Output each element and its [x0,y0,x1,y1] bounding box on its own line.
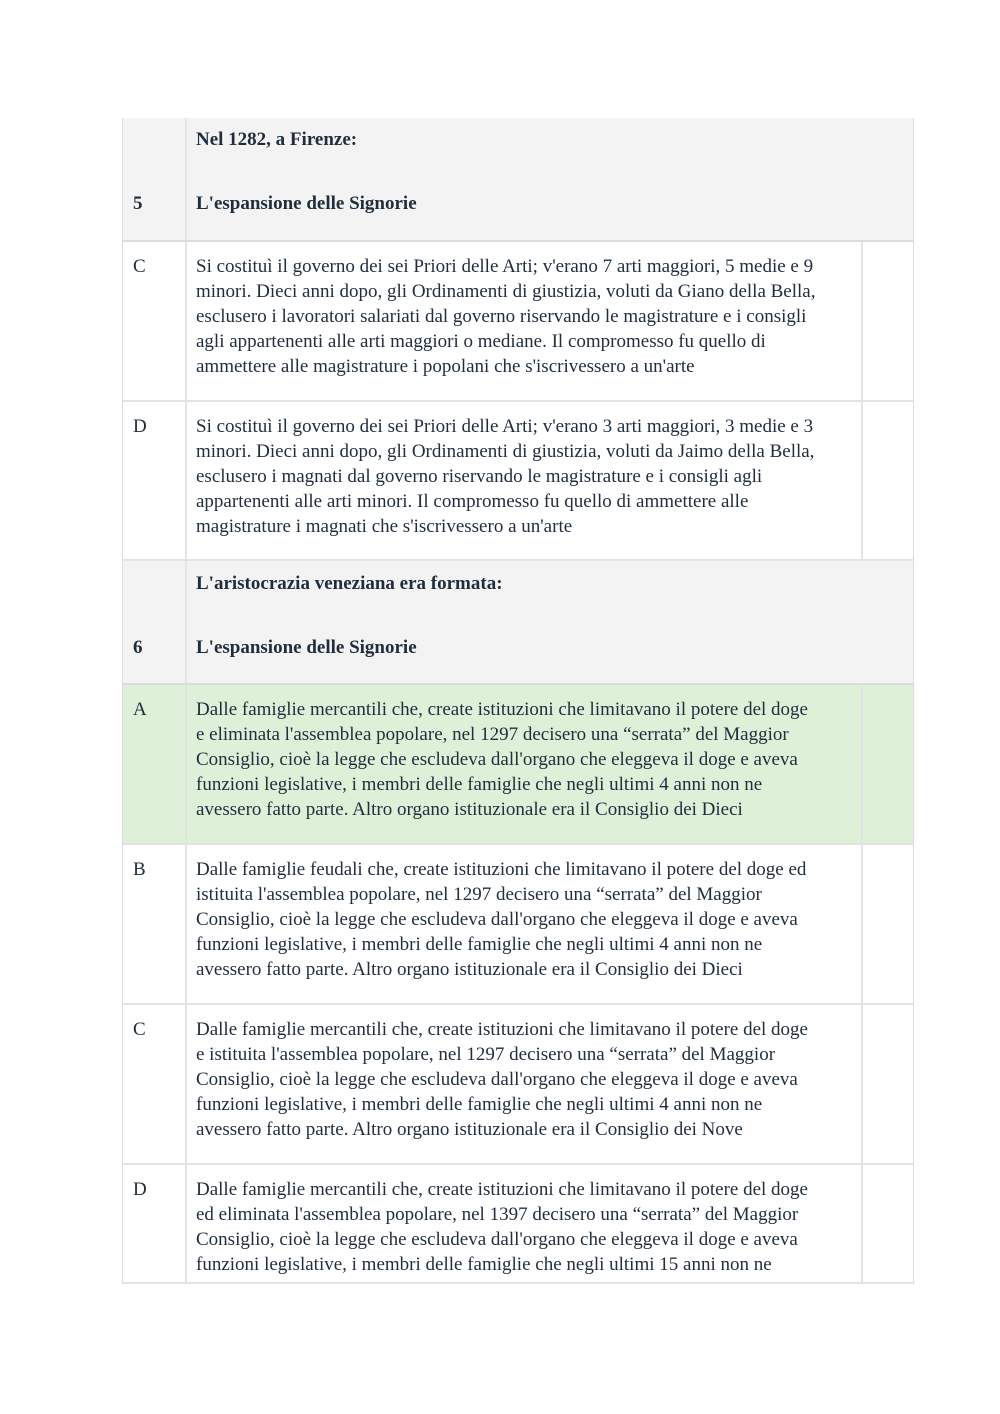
answer-line: Dalle famiglie mercantili che, create istituzioni che limitavano il potere del doge [196,1179,808,1200]
answer-line: minori. Dieci anni dopo, gli Ordinamenti di giustizia, voluti da Giano della Bella, [196,281,816,302]
answer-letter-cell [123,1005,187,1163]
answer-letter: D [133,416,147,437]
answer-text [196,1017,856,1142]
answer-line: e istituita l'assemblea popolare, nel 1297 decisero una “serrata” del Maggior [196,1044,776,1065]
answer-letter: D [133,1179,147,1200]
answer-line: Dalle famiglie mercantili che, create istituzioni che limitavano il potere del doge [196,1019,808,1040]
answer-line: appartenenti alle arti minori. Il compromesso fu quello di ammettere alle [196,491,749,512]
answer-letter: B [133,859,146,880]
answer-line: funzioni legislative, i membri delle famiglie che negli ultimi 4 anni non ne [196,934,763,955]
answer-letter: C [133,256,146,277]
answer-mark-cell [861,402,913,559]
answer-mark-cell [861,1165,913,1282]
answer-line: agli appartenenti alle arti maggiori o mediane. Il compromesso fu quello di [196,331,766,352]
answer-line: Consiglio, cioè la legge che escludeva dall'organo che eleggeva il doge e aveva [196,1229,798,1250]
answer-row[interactable] [122,845,914,1005]
answer-line: esclusero i lavoratori salariati dal governo riservando le magistrature e i consigli [196,306,807,327]
answer-text [196,857,856,982]
answer-line: Si costituì il governo dei sei Priori delle Arti; v'erano 3 arti maggiori, 3 medie e 3 [196,416,814,437]
answer-row[interactable] [122,402,914,561]
answer-row-correct[interactable] [122,685,914,845]
question-row [122,561,914,685]
answer-text [196,254,856,379]
question-topic: L'espansione delle Signorie [196,193,417,214]
answer-row[interactable] [122,242,914,402]
question-number: 5 [133,193,143,214]
answer-mark-cell [861,242,913,400]
answer-letter-cell [123,685,187,843]
answer-line: funzioni legislative, i membri delle famiglie che negli ultimi 4 anni non ne [196,1094,763,1115]
answer-line: ammettere alle magistrature i popolani che s'iscrivessero a un'arte [196,356,695,377]
answer-line: Si costituì il governo dei sei Priori delle Arti; v'erano 7 arti maggiori, 5 medie e 9 [196,256,814,277]
answer-line: istituita l'assemblea popolare, nel 1297 decisero una “serrata” del Maggior [196,884,762,905]
answer-row[interactable] [122,1005,914,1165]
answer-row[interactable] [122,1165,914,1284]
answer-text [196,1177,856,1277]
answer-mark-cell [861,685,913,843]
answer-letter-cell [123,402,187,559]
answer-line: minori. Dieci anni dopo, gli Ordinamenti di giustizia, voluti da Jaimo della Bella, [196,441,815,462]
answer-line: funzioni legislative, i membri delle famiglie che negli ultimi 15 anni non ne [196,1254,772,1275]
answer-line: magistrature i magnati che s'iscrivessero a un'arte [196,516,573,537]
answer-line: Consiglio, cioè la legge che escludeva dall'organo che eleggeva il doge e aveva [196,909,798,930]
answer-line: Dalle famiglie mercantili che, create istituzioni che limitavano il potere del doge [196,699,808,720]
answer-letter-cell [123,242,187,400]
answer-mark-cell [861,1005,913,1163]
answer-text [196,697,856,822]
answer-line: avessero fatto parte. Altro organo istituzionale era il Consiglio dei Nove [196,1119,743,1140]
answer-line: avessero fatto parte. Altro organo istituzionale era il Consiglio dei Dieci [196,959,743,980]
question-number-cell [123,561,187,683]
answer-line: e eliminata l'assemblea popolare, nel 1297 decisero una “serrata” del Maggior [196,724,789,745]
answer-line: esclusero i magnati dal governo riservando le magistrature e i consigli agli [196,466,763,487]
answer-line: Consiglio, cioè la legge che escludeva dall'organo che eleggeva il doge e aveva [196,749,798,770]
answer-letter-cell [123,845,187,1003]
question-number: 6 [133,637,143,658]
question-title: Nel 1282, a Firenze: [196,129,358,150]
answer-mark-cell [861,845,913,1003]
answer-letter: A [133,699,147,720]
question-row [122,118,914,242]
answer-line: ed eliminata l'assemblea popolare, nel 1397 decisero una “serrata” del Maggior [196,1204,799,1225]
answer-line: funzioni legislative, i membri delle famiglie che negli ultimi 4 anni non ne [196,774,763,795]
answer-line: Dalle famiglie feudali che, create istituzioni che limitavano il potere del doge ed [196,859,807,880]
answer-line: Consiglio, cioè la legge che escludeva dall'organo che eleggeva il doge e aveva [196,1069,798,1090]
answer-letter-cell [123,1165,187,1282]
answer-text [196,414,856,539]
answer-letter: C [133,1019,146,1040]
question-title: L'aristocrazia veneziana era formata: [196,573,503,594]
question-topic: L'espansione delle Signorie [196,637,417,658]
question-number-cell [123,118,187,240]
answer-line: avessero fatto parte. Altro organo istituzionale era il Consiglio dei Dieci [196,799,743,820]
